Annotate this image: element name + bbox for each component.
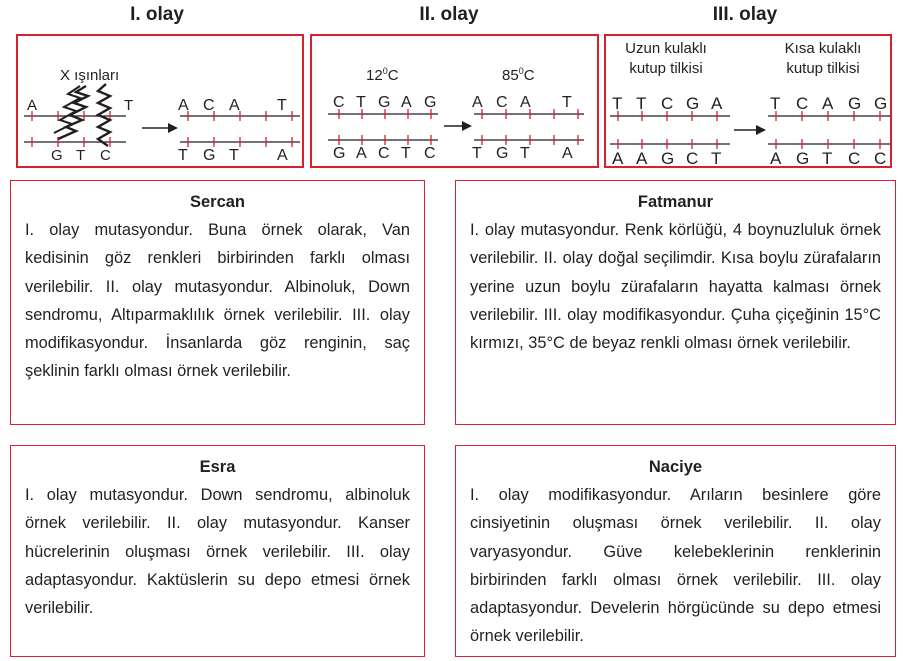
base-letter: T <box>636 94 647 113</box>
base-letter: A <box>636 149 648 168</box>
temperature-right: $85^0C$ <box>502 66 535 84</box>
card-sercan <box>10 180 425 425</box>
base-letter: G <box>496 145 509 162</box>
base-letter: T <box>711 149 722 168</box>
base-letter: T <box>229 147 239 164</box>
base-letter: A <box>178 97 189 114</box>
base-letter: C <box>661 94 674 113</box>
base-letter: T <box>472 145 482 162</box>
base-letter: A <box>356 145 367 162</box>
base-letter: G <box>424 94 437 111</box>
base-letter: A <box>277 147 288 164</box>
base-letter: C <box>796 94 809 113</box>
base-letter: C <box>686 149 699 168</box>
long-eared-fox-label: Uzun kulaklı <box>625 40 707 57</box>
base-letter: C <box>874 149 887 168</box>
card-name: Sercan <box>189 193 246 211</box>
card-text: I. olay mutasyondur. Down sendromu, albinoluk örnek verilebilir. II. olay mutasyondur. Kanser hücrelerinin oluşması örnek verilebilir. III. olay adaptasyondur. Kaktüslerin su depo etmesi örnek verilebilir. <box>25 486 410 618</box>
event-3-diagram <box>606 36 894 170</box>
base-letter: G <box>203 147 216 164</box>
base-letter: T <box>520 145 530 162</box>
card-text: I. olay mutasyondur. Renk körlüğü, 4 boynuzluluk örnek verilebilir. II. olay doğal seçilimdir. Kısa boylu zürafaların yerine uzun boylu zürafaların hayatta kalması örnek verilebilir. III. olay modifikasyondur. Çuha çiçeğinin 15°C kırmızı, 35°C de beyaz renkli olması örnek verilebilir. <box>470 221 881 353</box>
base-letter: T <box>178 147 188 164</box>
base-letter: G <box>848 94 862 113</box>
event-2-box <box>310 34 599 168</box>
xray-label: X ışınları <box>60 67 120 84</box>
base-letter: T <box>822 149 833 168</box>
base-letter: A <box>229 97 240 114</box>
arrow-head <box>462 121 472 131</box>
event-1-diagram <box>18 36 306 170</box>
base-letter: C <box>424 145 436 162</box>
base-letter: C <box>100 147 111 164</box>
base-letter: A <box>822 94 834 113</box>
long-eared-fox-label: kutup tilkisi <box>629 60 703 77</box>
base-letter: A <box>27 97 38 114</box>
base-letter: A <box>520 94 531 111</box>
base-letter: A <box>770 149 782 168</box>
base-letter: C <box>333 94 345 111</box>
base-letter: C <box>203 97 215 114</box>
base-letter: G <box>796 149 810 168</box>
base-letter: G <box>874 94 888 113</box>
event-3-title: III. olay <box>712 4 778 25</box>
base-letter: G <box>378 94 391 111</box>
base-letter: G <box>686 94 700 113</box>
event-3-box <box>604 34 892 168</box>
base-letter: C <box>496 94 508 111</box>
base-letter: T <box>612 94 623 113</box>
card-name: Fatmanur <box>637 193 714 211</box>
base-letter: T <box>76 147 86 164</box>
card-text: I. olay modifikasyondur. Arıların besinlere göre cinsiyetinin oluşması örnek verilebilir. II. olay varyasyondur. Güve kelebeklerinin renklerinin birbirinden farklı olması örnek verilebilir. III. olay adaptasyondur. Develerin hörgücünde su depo etmesi örnek verilebilir. <box>470 486 881 646</box>
arrow-head <box>168 123 178 133</box>
card-name: Esra <box>199 458 236 476</box>
base-letter: G <box>333 145 346 162</box>
base-letter: A <box>562 145 573 162</box>
base-letter: T <box>401 145 411 162</box>
base-letter: T <box>124 97 134 114</box>
base-letter: A <box>711 94 723 113</box>
event-2-diagram <box>312 36 601 170</box>
base-letter: C <box>848 149 861 168</box>
temperature-left: $12^0C$ <box>366 66 399 84</box>
card-esra <box>10 445 425 657</box>
xray-wave <box>98 84 110 146</box>
base-letter: C <box>378 145 390 162</box>
base-letter: A <box>612 149 624 168</box>
arrow-head <box>756 125 766 135</box>
event-1-box <box>16 34 304 168</box>
base-letter: T <box>562 94 572 111</box>
base-letter: A <box>472 94 483 111</box>
card-naciye <box>455 445 896 657</box>
base-letter: A <box>401 94 412 111</box>
event-1-title: I. olay <box>130 4 184 25</box>
card-text: I. olay mutasyondur. Buna örnek olarak, Van kedisinin göz renkleri birbirinden farklı olması verilebilir. II. olay mutasyondur. Albinoluk, Down sendromu, Altıparmaklılık örnek verilebilir. III. olay modifikasyondur. İnsanlarda göz renginin, saç şeklinin farklı olması örnek verilebilir. <box>25 221 410 381</box>
base-letter: G <box>51 147 63 164</box>
card-fatmanur <box>455 180 896 425</box>
base-letter: T <box>277 97 287 114</box>
card-name: Naciye <box>648 458 703 476</box>
base-letter: T <box>356 94 366 111</box>
base-letter: T <box>770 94 781 113</box>
event-2-title: II. olay <box>419 4 479 25</box>
base-letter: G <box>661 149 675 168</box>
short-eared-fox-label: kutup tilkisi <box>786 60 860 77</box>
short-eared-fox-label: Kısa kulaklı <box>784 40 862 57</box>
